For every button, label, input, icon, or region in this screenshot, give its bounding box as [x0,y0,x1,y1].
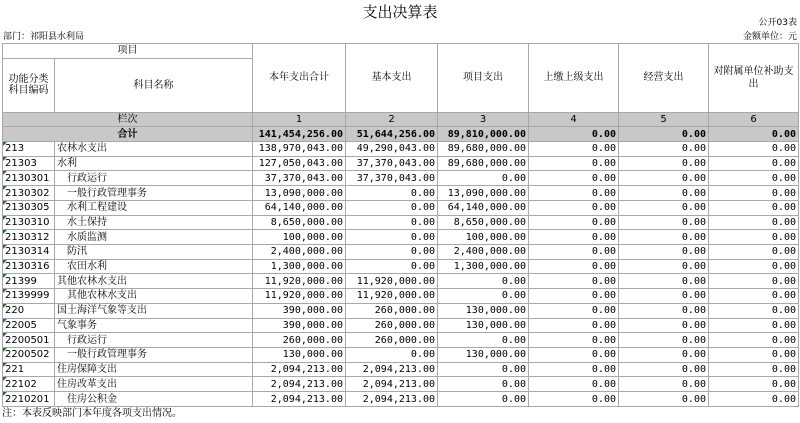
row-value: 0.00 [346,347,438,362]
row-value: 0.00 [619,259,709,274]
col-number: 5 [619,112,709,127]
unit-label: 金额单位：元 [742,32,797,42]
row-value: 2,094,213.00 [253,377,346,392]
row-name: 水利 [55,156,253,171]
row-value: 0.00 [529,289,619,304]
col-number: 2 [346,112,438,127]
header-row-item [3,44,799,59]
row-value: 89,680,000.00 [438,156,529,171]
row-value: 100,000.00 [253,230,346,245]
row-name: 防汛 [55,244,253,259]
header-col-5: 经营支出 [619,44,709,113]
row-name: 农田水利 [55,259,253,274]
row-value: 8,650,000.00 [438,215,529,230]
total-value: 141,454,256.00 [253,127,346,142]
row-code: 2130310 [3,215,55,230]
row-value: 0.00 [619,333,709,348]
row-name: 住房改革支出 [55,377,253,392]
header-item-cell: 项目 [3,44,253,59]
row-value: 0.00 [709,303,799,318]
row-value: 0.00 [529,215,619,230]
row-value: 0.00 [709,274,799,289]
row-code: 2210201 [3,392,55,407]
row-value: 130,000.00 [438,303,529,318]
table-row [3,303,799,318]
header-code-cell: 功能分类科目编码 [3,58,55,112]
row-code: 2130305 [3,200,55,215]
table-row [3,274,799,289]
row-name: 一般行政管理事务 [55,186,253,201]
row-value: 138,970,043.00 [253,142,346,157]
row-value: 37,370,043.00 [346,171,438,186]
row-value: 11,920,000.00 [346,274,438,289]
row-value: 0.00 [346,244,438,259]
row-value: 0.00 [709,171,799,186]
total-value: 0.00 [619,127,709,142]
expenditure-table [2,43,799,407]
row-code: 21303 [3,156,55,171]
row-value: 0.00 [709,392,799,407]
header-col-4: 上缴上级支出 [529,44,619,113]
row-value: 0.00 [438,289,529,304]
row-value: 0.00 [529,392,619,407]
total-value: 51,644,256.00 [346,127,438,142]
row-value: 11,920,000.00 [253,274,346,289]
row-value: 11,920,000.00 [253,289,346,304]
total-row [3,127,799,142]
row-value: 2,400,000.00 [253,244,346,259]
row-value: 11,920,000.00 [346,289,438,304]
row-value: 0.00 [438,274,529,289]
table-row [3,230,799,245]
row-value: 2,094,213.00 [253,362,346,377]
row-value: 8,650,000.00 [253,215,346,230]
total-label: 合计 [3,127,253,142]
row-value: 0.00 [529,333,619,348]
table-row [3,377,799,392]
table-row [3,244,799,259]
col-number: 3 [438,112,529,127]
row-name: 一般行政管理事务 [55,347,253,362]
row-name: 水利工程建设 [55,200,253,215]
row-value: 0.00 [709,318,799,333]
row-value: 0.00 [346,215,438,230]
row-code: 2200502 [3,347,55,362]
row-value: 0.00 [346,186,438,201]
header-col-6: 对附属单位补助支出 [709,44,799,113]
row-value: 1,300,000.00 [253,259,346,274]
row-value: 0.00 [619,362,709,377]
row-code: 2130316 [3,259,55,274]
row-code: 22102 [3,377,55,392]
row-value: 0.00 [529,274,619,289]
row-value: 64,140,000.00 [253,200,346,215]
table-row [3,347,799,362]
row-value: 0.00 [529,186,619,201]
row-value: 0.00 [619,200,709,215]
row-value: 130,000.00 [438,318,529,333]
total-value: 89,810,000.00 [438,127,529,142]
row-value: 0.00 [709,200,799,215]
row-value: 0.00 [619,274,709,289]
row-value: 260,000.00 [253,333,346,348]
row-value: 0.00 [346,230,438,245]
row-value: 0.00 [438,362,529,377]
row-value: 0.00 [529,200,619,215]
row-value: 0.00 [529,259,619,274]
row-name: 住房保障支出 [55,362,253,377]
row-value: 0.00 [709,289,799,304]
row-value: 100,000.00 [438,230,529,245]
lanci-label: 栏次 [3,112,253,127]
row-value: 0.00 [438,392,529,407]
row-value: 0.00 [438,377,529,392]
row-code: 2130312 [3,230,55,245]
table-row [3,318,799,333]
row-value: 1,300,000.00 [438,259,529,274]
row-value: 0.00 [619,303,709,318]
col-number: 4 [529,112,619,127]
row-value: 0.00 [529,156,619,171]
row-value: 0.00 [709,259,799,274]
table-row [3,289,799,304]
row-value: 0.00 [619,156,709,171]
header-name-cell: 科目名称 [55,58,253,112]
row-value: 260,000.00 [346,303,438,318]
row-value: 0.00 [529,377,619,392]
department-label: 部门：祁阳县水利局 [3,32,85,42]
row-value: 2,094,213.00 [253,392,346,407]
row-value: 260,000.00 [346,318,438,333]
total-value: 0.00 [709,127,799,142]
lanci-row [3,112,799,127]
row-value: 0.00 [619,142,709,157]
row-value: 0.00 [619,347,709,362]
row-name: 其他农林水支出 [55,289,253,304]
row-value: 0.00 [346,259,438,274]
row-value: 0.00 [438,333,529,348]
row-value: 2,094,213.00 [346,392,438,407]
row-value: 0.00 [709,347,799,362]
row-value: 0.00 [709,362,799,377]
row-value: 0.00 [529,347,619,362]
table-row [3,171,799,186]
row-value: 2,094,213.00 [346,377,438,392]
table-row [3,259,799,274]
row-value: 2,094,213.00 [346,362,438,377]
table-row [3,200,799,215]
row-value: 0.00 [709,142,799,157]
row-value: 390,000.00 [253,318,346,333]
row-value: 13,090,000.00 [253,186,346,201]
row-value: 0.00 [619,377,709,392]
row-value: 0.00 [709,230,799,245]
row-value: 0.00 [619,171,709,186]
row-code: 213 [3,142,55,157]
row-value: 0.00 [709,244,799,259]
row-value: 0.00 [619,230,709,245]
row-code: 221 [3,362,55,377]
row-value: 64,140,000.00 [438,200,529,215]
table-row [3,156,799,171]
row-value: 130,000.00 [438,347,529,362]
table-row [3,186,799,201]
row-value: 89,680,000.00 [438,142,529,157]
row-value: 0.00 [709,333,799,348]
header-col-2: 基本支出 [346,44,438,113]
row-code: 2200501 [3,333,55,348]
row-name: 农林水支出 [55,142,253,157]
row-value: 260,000.00 [346,333,438,348]
row-value: 49,290,043.00 [346,142,438,157]
header-col-3: 项目支出 [438,44,529,113]
row-value: 390,000.00 [253,303,346,318]
row-value: 0.00 [346,200,438,215]
row-name: 行政运行 [55,171,253,186]
total-value: 0.00 [529,127,619,142]
row-value: 0.00 [529,318,619,333]
row-code: 2130301 [3,171,55,186]
table-row [3,215,799,230]
row-value: 37,370,043.00 [346,156,438,171]
row-name: 住房公积金 [55,392,253,407]
row-name: 国土海洋气象等支出 [55,303,253,318]
row-value: 0.00 [529,303,619,318]
table-row [3,333,799,348]
row-value: 130,000.00 [253,347,346,362]
row-value: 0.00 [619,318,709,333]
col-number: 6 [709,112,799,127]
row-code: 2130302 [3,186,55,201]
row-value: 0.00 [438,171,529,186]
row-name: 水土保持 [55,215,253,230]
row-value: 37,370,043.00 [253,171,346,186]
table-row [3,142,799,157]
col-number: 1 [253,112,346,127]
row-value: 0.00 [529,362,619,377]
row-value: 0.00 [709,186,799,201]
row-name: 气象事务 [55,318,253,333]
table-row [3,392,799,407]
table-row [3,362,799,377]
row-value: 0.00 [529,171,619,186]
row-name: 行政运行 [55,333,253,348]
row-value: 127,050,043.00 [253,156,346,171]
row-name: 其他农林水支出 [55,274,253,289]
footer-note: 注：本表反映部门本年度各项支出情况。 [2,408,182,419]
row-value: 0.00 [709,156,799,171]
row-code: 22005 [3,318,55,333]
row-value: 0.00 [529,230,619,245]
row-value: 0.00 [529,244,619,259]
row-value: 0.00 [709,215,799,230]
row-value: 0.00 [619,289,709,304]
row-code: 21399 [3,274,55,289]
row-code: 2139999 [3,289,55,304]
row-value: 0.00 [619,215,709,230]
row-code: 220 [3,303,55,318]
row-code: 2130314 [3,244,55,259]
row-value: 0.00 [619,186,709,201]
row-name: 水质监测 [55,230,253,245]
row-value: 13,090,000.00 [438,186,529,201]
row-value: 2,400,000.00 [438,244,529,259]
row-value: 0.00 [619,244,709,259]
page-title: 支出决算表 [362,3,438,21]
row-value: 0.00 [619,392,709,407]
form-code: 公开03表 [758,18,797,28]
header-col-1: 本年支出合计 [253,44,346,113]
row-value: 0.00 [709,377,799,392]
row-value: 0.00 [529,142,619,157]
